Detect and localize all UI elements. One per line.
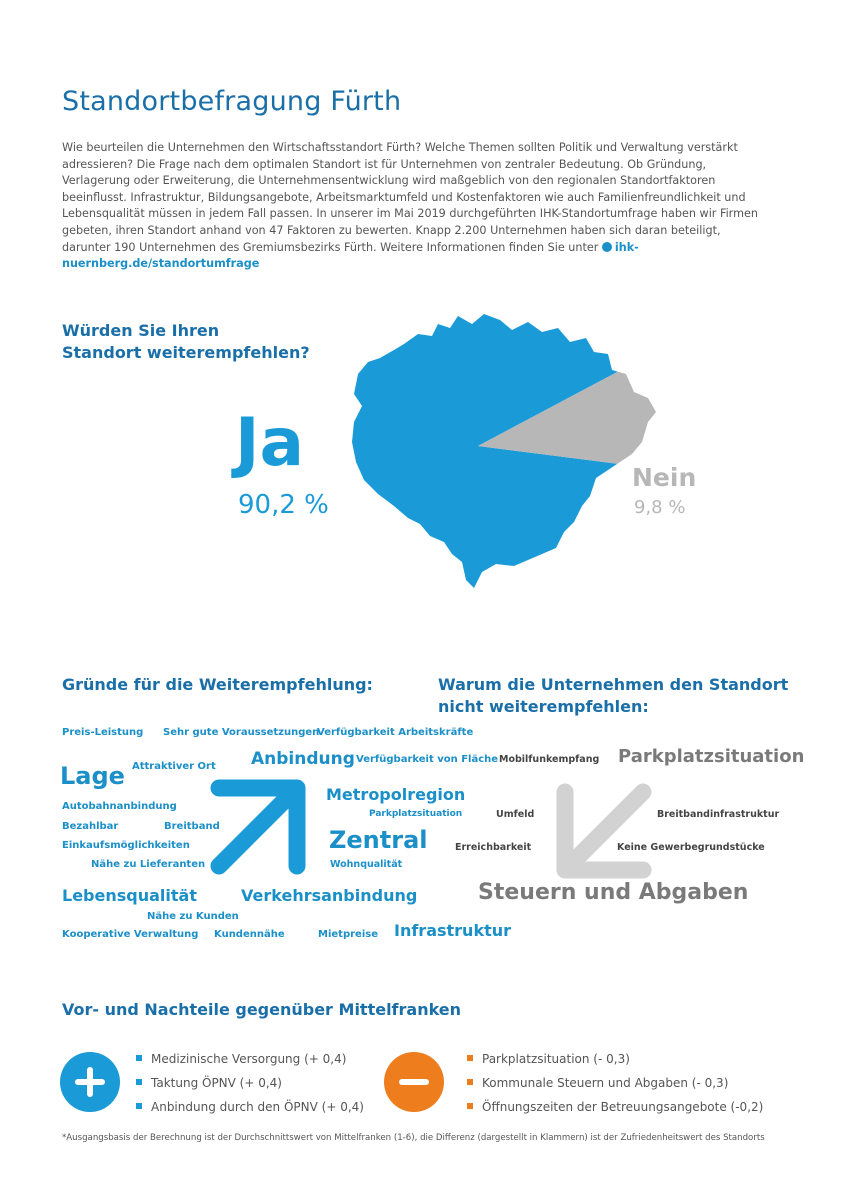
intro-paragraph: [62, 140, 772, 273]
noreason-word: Umfeld: [496, 809, 535, 820]
noreason-word: Steuern und Abgaben: [478, 880, 749, 905]
reason-word: Zentral: [329, 826, 428, 854]
cons-list: [467, 1047, 763, 1119]
reason-word: Breitband: [164, 821, 220, 832]
reason-word: Lebensqualität: [62, 886, 197, 905]
noreason-word: Parkplatzsituation: [618, 746, 805, 767]
pro-item: Medizinische Versorgung (+ 0,4): [136, 1047, 364, 1071]
recommend-question-line2: Standort weiterempfehlen?: [62, 343, 310, 362]
intro-text: Wie beurteilen die Unternehmen den Wirtschaftsstandort Fürth? Welche Themen sollten Politik und Verwaltung verstärkt adressieren? Die Frage nach dem optimalen Standort ist für Unternehmen von zentraler Bedeutung. Ob Gründung, Verlagerung oder Erweiterung, die Unternehmensentwicklung wird maßgeblich von den regionalen Standortfaktoren beeinflusst. Infrastruktur, Bildungsangebote, Arbeitsmarktumfeld und Kostenfaktoren wie auch Familienfreundlichkeit und Lebensqualität müssen in jedem Fall passen. In unserer im Mai 2019 durchgeführten IHK-Standortumfrage haben wir Firmen gebeten, ihren Standort anhand von 47 Faktoren zu bewerten. Knapp 2.200 Unternehmen haben sich daran beteiligt, darunter 190 Unternehmen des Gremiumsbezirks Fürth. Weitere Informationen finden Sie unter: [62, 141, 758, 254]
noreason-word: Erreichbarkeit: [455, 842, 532, 853]
reason-word: Preis-Leistung: [62, 727, 144, 738]
recommend-question: [62, 320, 310, 364]
noreason-word: Mobilfunkempfang: [499, 754, 600, 765]
reason-word: Metropolregion: [326, 785, 466, 804]
con-item: Öffnungszeiten der Betreuungsangebote (-0,2): [467, 1095, 763, 1119]
reason-word: Kundennähe: [214, 929, 285, 940]
reason-word: Attraktiver Ort: [132, 761, 216, 772]
yes-label: Ja: [235, 404, 305, 481]
footnote: *Ausgangsbasis der Berechnung ist der Durchschnittswert von Mittelfranken (1-6), die Differenz (dargestellt in Klammern) ist der Zufriedenheitswert des Standorts: [62, 1133, 765, 1143]
reason-word: Einkaufsmöglichkeiten: [62, 840, 190, 851]
con-item: Kommunale Steuern und Abgaben (- 0,3): [467, 1071, 763, 1095]
page-title: Standortbefragung Fürth: [62, 86, 402, 117]
reason-word: Autobahnanbindung: [62, 801, 177, 812]
arrow-down-left-icon: [547, 778, 657, 888]
reason-word: Nähe zu Kunden: [147, 911, 239, 922]
con-item: Parkplatzsituation (- 0,3): [467, 1047, 763, 1071]
recommend-question-line1: Würden Sie Ihren: [62, 321, 220, 340]
pro-item: Taktung ÖPNV (+ 0,4): [136, 1071, 364, 1095]
noreason-word: Breitbandinfrastruktur: [657, 809, 780, 820]
noreasons-title-line2: nicht weiterempfehlen:: [438, 697, 649, 716]
noreasons-title: [438, 674, 788, 718]
reason-word: Wohnqualität: [330, 859, 403, 870]
reason-word: Lage: [60, 762, 125, 790]
survey-link[interactable]: ihk-nuernberg.de/standortumfrage: [62, 240, 639, 271]
comparison-title: Vor- und Nachteile gegenüber Mittelfranken: [62, 1000, 462, 1019]
fuerth-map-chart: [350, 310, 662, 590]
reason-word: Infrastruktur: [394, 921, 512, 940]
link-arrow-icon: [602, 242, 612, 252]
reason-word: Nähe zu Lieferanten: [91, 859, 206, 870]
noreasons-title-line1: Warum die Unternehmen den Standort: [438, 675, 789, 694]
reason-word: Anbindung: [251, 749, 355, 769]
reason-word: Bezahlbar: [62, 821, 119, 832]
no-percentage: 9,8 %: [634, 497, 686, 518]
noreason-word: Keine Gewerbegrundstücke: [617, 842, 765, 853]
plus-icon: [60, 1052, 120, 1112]
reason-word: Verfügbarkeit von Fläche: [356, 754, 499, 765]
yes-percentage: 90,2 %: [238, 490, 329, 520]
pros-list: [136, 1047, 364, 1119]
reason-word: Parkplatzsituation: [369, 809, 463, 819]
reasons-title: Gründe für die Weiterempfehlung:: [62, 675, 373, 694]
reason-word: Mietpreise: [318, 929, 378, 940]
reason-word: Kooperative Verwaltung: [62, 929, 199, 940]
reason-word: Sehr gute Voraussetzungen: [163, 727, 320, 738]
no-label: Nein: [632, 463, 697, 492]
reason-word: Verkehrsanbindung: [241, 886, 418, 905]
minus-icon: [384, 1052, 444, 1112]
reason-word: Verfügbarkeit Arbeitskräfte: [317, 727, 474, 738]
pro-item: Anbindung durch den ÖPNV (+ 0,4): [136, 1095, 364, 1119]
arrow-up-right-icon: [205, 770, 315, 880]
